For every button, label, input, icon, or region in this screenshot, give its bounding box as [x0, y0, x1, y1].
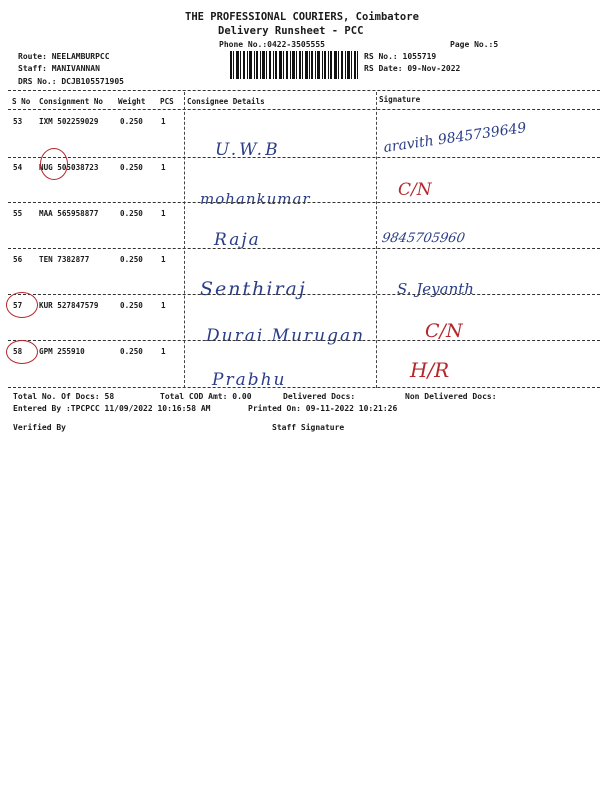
signature-handwriting: C/N: [398, 180, 432, 200]
row-pcs: 1: [161, 209, 166, 218]
col-pcs: PCS: [160, 97, 174, 106]
row-rule: [8, 202, 600, 203]
printed-on: Printed On: 09-11-2022 10:21:26: [248, 404, 398, 413]
signature-handwriting: aravith 9845739649: [382, 120, 528, 156]
row-pcs: 1: [161, 301, 166, 310]
entered-by: Entered By :TPCPCC 11/09/2022 10:16:58 AM: [13, 404, 211, 413]
page-number: Page No.:5: [450, 40, 499, 49]
consignee-handwriting: Durai Murugan: [206, 326, 366, 346]
red-pen-circle-mark: [6, 340, 38, 364]
consignee-handwriting: Senthiraj: [200, 278, 307, 300]
row-weight: 0.250: [120, 301, 143, 310]
row-pcs: 1: [161, 117, 166, 126]
row-consignment: IXM 502259029: [39, 117, 99, 126]
table-bottom-rule: [8, 387, 600, 388]
signature-handwriting: S. Jeyanth: [397, 280, 474, 298]
row-consignment: KUR 527847579: [39, 301, 99, 310]
col-signature: Signature: [379, 95, 421, 104]
staff-signature-label: Staff Signature: [272, 423, 345, 432]
row-sno: 54: [13, 163, 23, 172]
row-weight: 0.250: [120, 163, 143, 172]
red-pen-circle-mark: [40, 148, 68, 180]
col-weight: Weight: [118, 97, 146, 106]
row-rule: [8, 294, 600, 295]
row-weight: 0.250: [120, 347, 143, 356]
row-weight: 0.250: [120, 209, 143, 218]
total-cod-amount: Total COD Amt: 0.00: [160, 392, 252, 401]
row-consignment: NUG 505038723: [39, 163, 99, 172]
consignee-handwriting: Prabhu: [212, 370, 287, 390]
header-top-rule: [8, 90, 600, 91]
barcode-image: [230, 51, 358, 79]
row-sno: 58: [13, 347, 23, 356]
rs-date: RS Date: 09-Nov-2022: [364, 64, 461, 73]
row-sno: 53: [13, 117, 23, 126]
total-docs: Total No. Of Docs: 58: [13, 392, 115, 401]
row-rule: [8, 340, 600, 341]
signature-handwriting: C/N: [425, 320, 463, 342]
row-weight: 0.250: [120, 117, 143, 126]
phone-number: Phone No.:0422-3505555: [219, 40, 325, 49]
runsheet-title: Delivery Runsheet - PCC: [218, 25, 364, 37]
rs-number: RS No.: 1055719: [364, 52, 437, 61]
row-pcs: 1: [161, 163, 166, 172]
consignee-handwriting: Raja: [214, 230, 261, 250]
row-consignment: TEN 7382877: [39, 255, 90, 264]
header-bottom-rule: [8, 109, 600, 110]
row-consignment: MAA 565958877: [39, 209, 99, 218]
row-sno: 57: [13, 301, 23, 310]
col-consignee: Consignee Details: [187, 97, 265, 106]
non-delivered-docs: Non Delivered Docs:: [405, 392, 497, 401]
company-name: THE PROFESSIONAL COURIERS, Coimbatore: [185, 11, 419, 23]
row-sno: 56: [13, 255, 23, 264]
col-consignment: Consignment No: [39, 97, 104, 106]
row-rule: [8, 248, 600, 249]
signature-col-divider: [376, 92, 377, 388]
row-pcs: 1: [161, 255, 166, 264]
col-sno: S No: [12, 97, 31, 106]
consignee-col-divider: [184, 92, 185, 388]
delivered-docs: Delivered Docs:: [283, 392, 356, 401]
signature-handwriting: H/R: [410, 358, 450, 382]
verified-by-label: Verified By: [13, 423, 66, 432]
row-weight: 0.250: [120, 255, 143, 264]
red-pen-circle-mark: [6, 292, 38, 318]
drs-number: DRS No.: DCJB105571905: [18, 77, 124, 86]
row-pcs: 1: [161, 347, 166, 356]
row-rule: [8, 157, 600, 158]
consignee-handwriting: U.W.B: [215, 140, 281, 160]
consignee-handwriting: mohankumar: [200, 190, 311, 208]
row-consignment: GPM 255910: [39, 347, 85, 356]
staff-label: Staff: MANIVANNAN: [18, 64, 100, 73]
route-label: Route: NEELAMBURPCC: [18, 52, 110, 61]
signature-handwriting: 9845705960: [380, 231, 467, 246]
row-sno: 55: [13, 209, 23, 218]
